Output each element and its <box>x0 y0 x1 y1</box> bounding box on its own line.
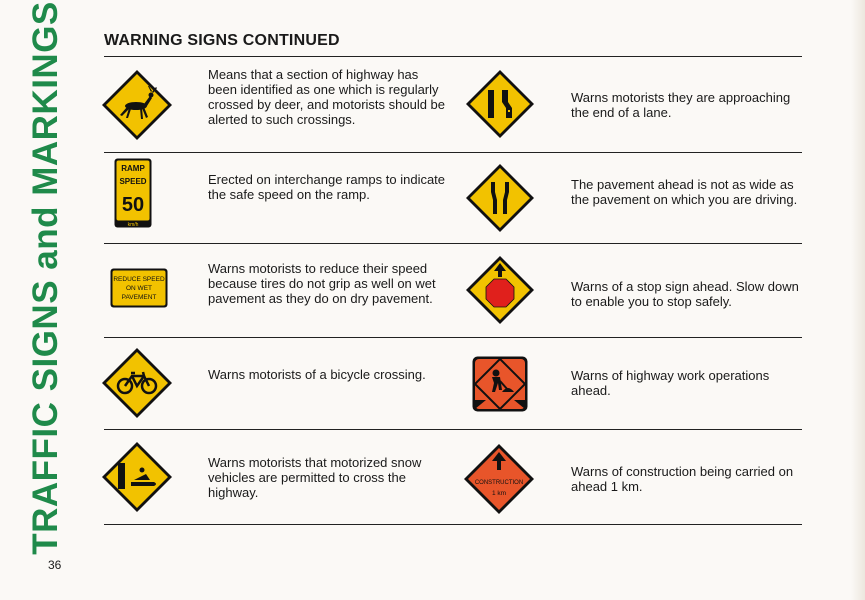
description-construction-ahead: Warns of construction being carried on ahead 1 km. <box>571 464 794 494</box>
divider <box>104 152 802 153</box>
unit-sign-text: km/h <box>127 222 139 228</box>
description-deer-crossing: Means that a section of highway has been identified as one which is regularly crossed by deer, and motorists should be alerted to such crossings. <box>208 67 446 127</box>
page-title: WARNING SIGNS CONTINUED <box>104 32 340 49</box>
pavement-text: PAVEMENT <box>121 294 157 301</box>
speed-value-text: 50 <box>121 194 145 216</box>
on-wet-text: ON WET <box>126 285 152 292</box>
reduce-speed-text: REDUCE SPEED <box>113 276 165 283</box>
snowmobile-crossing-sign-icon <box>100 440 174 514</box>
ramp-sign-text: RAMP <box>121 164 145 173</box>
construction-sign-text: CONSTRUCTION <box>474 480 524 486</box>
lane-ends-sign-icon <box>464 68 536 140</box>
divider <box>104 429 802 430</box>
divider <box>104 56 802 57</box>
page-number: 36 <box>48 558 62 572</box>
stop-ahead-sign-icon <box>464 254 536 326</box>
description-wet-pavement: Warns motorists to reduce their speed because tires do not grip as well on wet pavement as they do on dry pavement. <box>208 261 436 306</box>
description-ramp-speed: Erected on interchange ramps to indicate the safe speed on the ramp. <box>208 172 446 202</box>
distance-sign-text: 1 km <box>491 490 507 497</box>
construction-ahead-sign-icon <box>462 442 536 516</box>
description-bicycle-crossing: Warns motorists of a bicycle crossing. <box>208 367 426 382</box>
bicycle-crossing-sign-icon <box>100 346 174 420</box>
pavement-narrows-sign-icon <box>464 162 536 234</box>
speed-sign-text: SPEED <box>119 177 147 186</box>
page-edge <box>851 0 865 600</box>
description-snowmobile-crossing: Warns motorists that motorized snow vehicles are permitted to cross the highway. <box>208 455 422 500</box>
description-pavement-narrows: The pavement ahead is not as wide as the pavement on which you are driving. <box>571 177 798 207</box>
description-stop-ahead: Warns of a stop sign ahead. Slow down to enable you to stop safely. <box>571 279 799 309</box>
deer-crossing-sign-icon <box>100 68 174 142</box>
divider <box>104 524 802 525</box>
divider <box>104 243 802 244</box>
description-construction-worker: Warns of highway work operations ahead. <box>571 368 770 398</box>
ramp-speed-sign-icon <box>114 158 152 228</box>
sidebar-title: TRAFFIC SIGNS and MARKINGS <box>26 1 65 555</box>
reduce-speed-wet-pavement-sign-icon <box>110 268 168 308</box>
construction-worker-sign-icon <box>472 356 528 412</box>
description-lane-ends: Warns motorists they are approaching the end of a lane. <box>571 90 791 120</box>
divider <box>104 337 802 338</box>
